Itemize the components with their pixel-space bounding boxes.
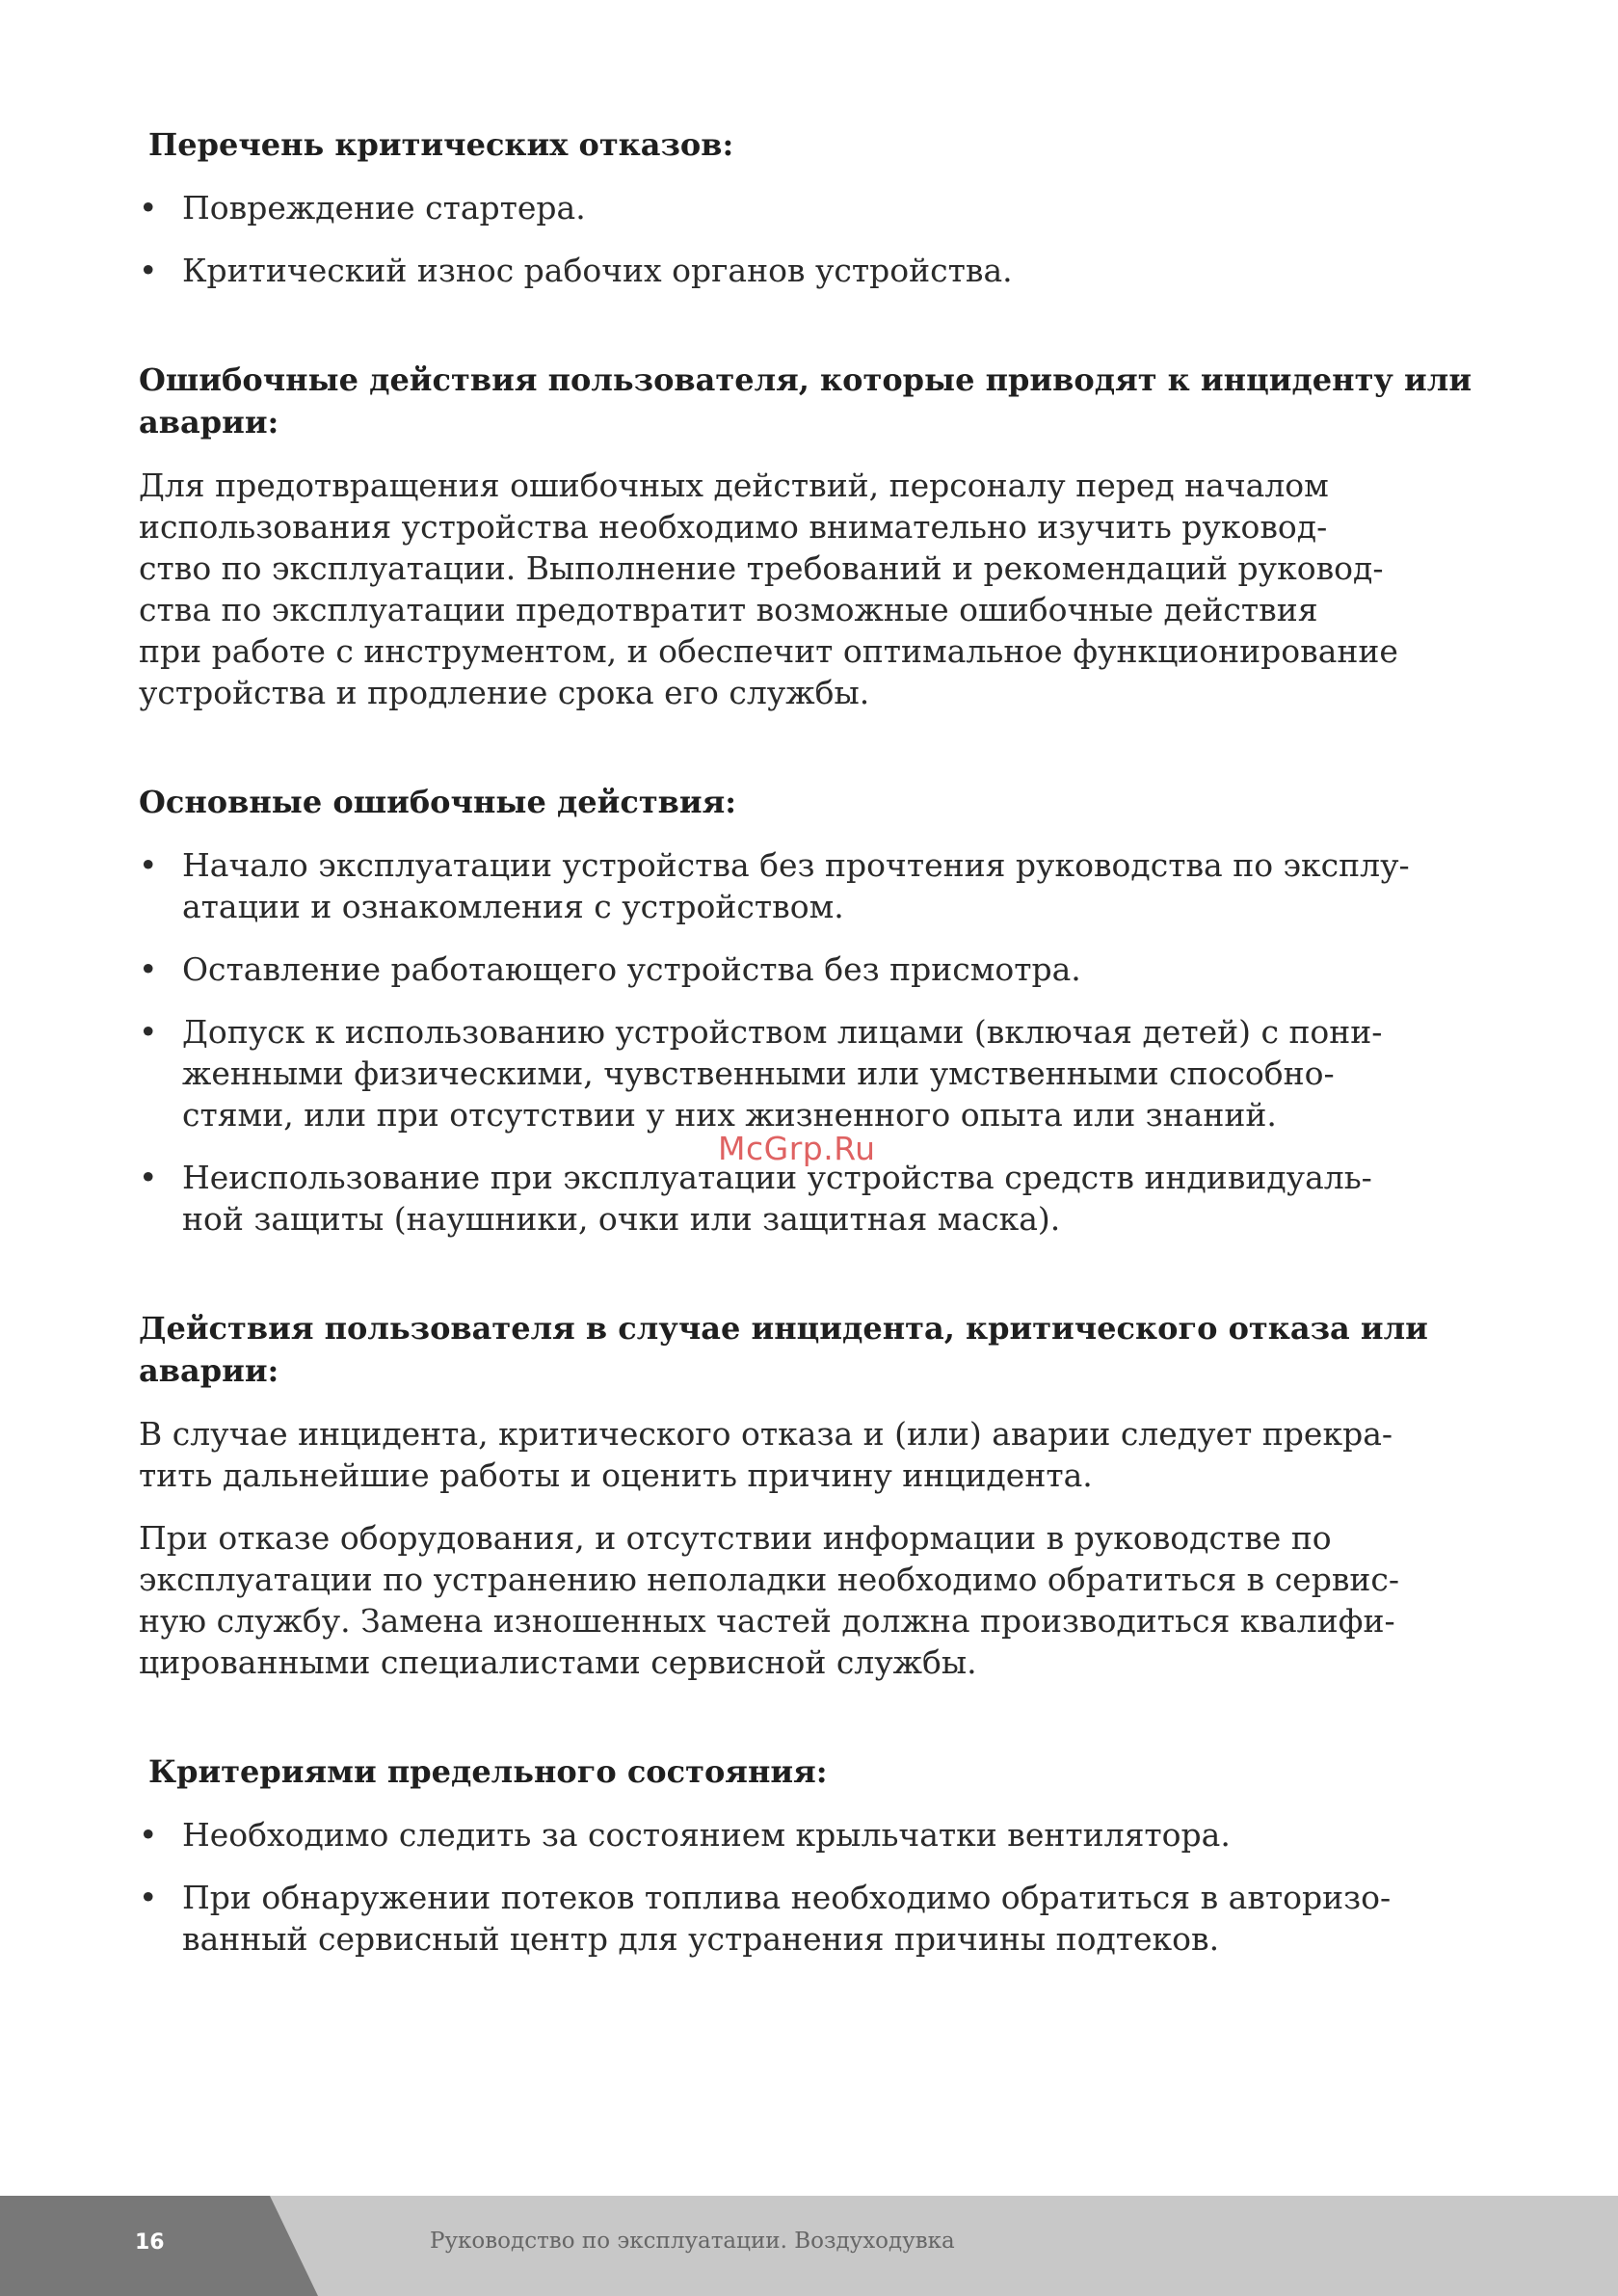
user-errors-heading: Ошибочные действия пользователя, которые приводят к инциденту или аварии: — [139, 361, 1472, 441]
bullet-icon: • — [139, 1816, 158, 1854]
list-item: • Повреждение стартера. — [139, 189, 586, 227]
bullet-icon: • — [139, 950, 158, 988]
page-footer — [0, 2196, 1618, 2296]
list-item: • Допуск к использованию устройством лицами (включая детей) с пони- женными физическими, чувственными или умственными способно- стями, или при отсутствии у них жизненного опыта или знаний. — [139, 1013, 1383, 1134]
main-errors-heading: Основные ошибочные действия: — [139, 784, 737, 820]
bullet-icon: • — [139, 1159, 158, 1196]
limit-state-list — [139, 1814, 1488, 1960]
incident-paragraph-1: В случае инцидента, критического отказа и (или) аварии следует прекра- тить дальнейшие работы и оценить причину инцидента. — [139, 1415, 1393, 1494]
footer-title: Руководство по эксплуатации. Воздуходувка — [430, 2229, 955, 2254]
user-errors-text: Для предотвращения ошибочных действий, персоналу перед началом использования устройства необходимо внимательно изучить руковод- ство по эксплуатации. Выполнение требований и рекомендаций руковод- ства по эксплуатации предотвратит возможные ошибочные действия при работе с инструментом, и обеспечит оптимальное функционирование устройства и продление срока его службы. — [139, 467, 1398, 711]
limit-state-heading: Критериями предельного состояния: — [148, 1753, 828, 1790]
bullet-icon: • — [139, 1013, 158, 1051]
list-item: • Критический износ рабочих органов устройства. — [139, 252, 1013, 289]
list-item: • Оставление работающего устройства без присмотра. — [139, 950, 1081, 988]
list-item: • Неиспользование при эксплуатации устройства средств индивидуаль- ной защиты (наушники, очки или защитная маска). — [139, 1159, 1372, 1238]
list-item: • При обнаружении потеков топлива необходимо обратиться в авторизо- ванный сервисный центр для устранения причины подтеков. — [139, 1879, 1392, 1958]
bullet-icon: • — [139, 189, 158, 227]
incident-paragraph-2: При отказе оборудования, и отсутствии информации в руководстве по эксплуатации по устранению неполадки необходимо обратиться в сервис- ную службу. Замена изношенных частей должна производиться квалифи- цированными специалистами сервисной службы. — [139, 1519, 1400, 1681]
page-content — [139, 123, 1488, 1960]
bullet-icon: • — [139, 846, 158, 884]
bullet-icon: • — [139, 252, 158, 289]
list-item: • Начало эксплуатации устройства без прочтения руководства по эксплу- атации и ознакомления с устройством. — [139, 846, 1410, 925]
watermark: McGrp.Ru — [718, 1130, 876, 1167]
main-errors-list — [139, 844, 1488, 1240]
list-item: • Необходимо следить за состоянием крыльчатки вентилятора. — [139, 1816, 1231, 1854]
incident-actions-heading: Действия пользователя в случае инцидента, критического отказа или аварии: — [139, 1310, 1428, 1389]
critical-failures-heading: Перечень критических отказов: — [148, 126, 734, 163]
critical-failures-list — [139, 187, 1488, 291]
page-number: 16 — [135, 2230, 165, 2255]
bullet-icon: • — [139, 1879, 158, 1916]
